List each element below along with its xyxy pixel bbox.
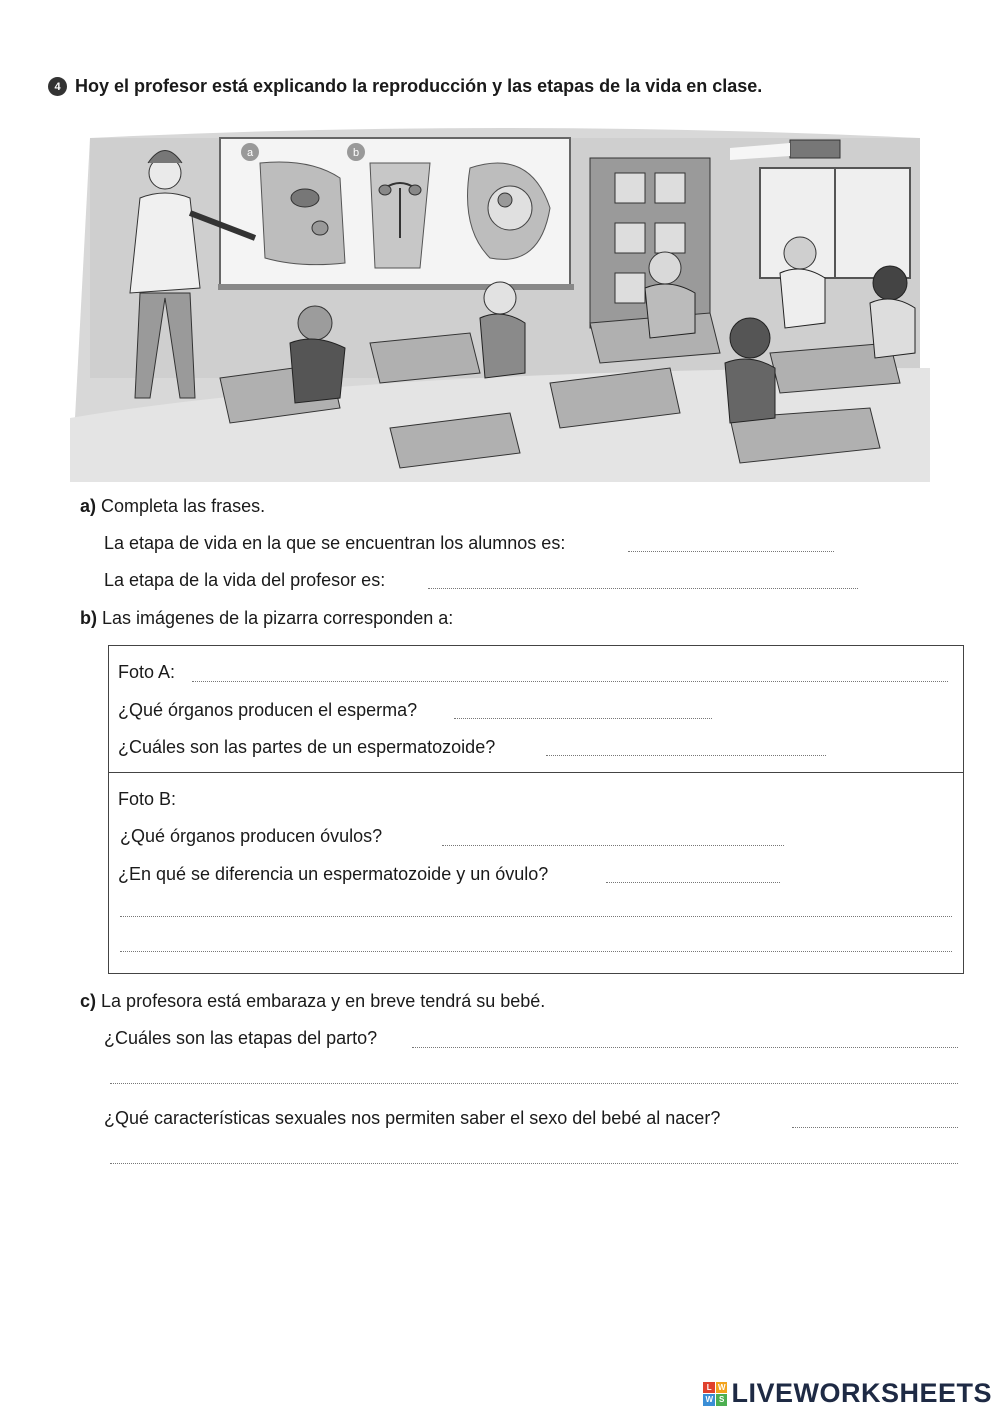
answer-line-qa2[interactable] <box>546 755 826 756</box>
liveworksheets-wordmark: LIVEWORKSHEETS <box>731 1378 992 1408</box>
foto-b-label: Foto B: <box>118 789 177 809</box>
classroom-illustration <box>70 118 930 482</box>
liveworksheets-logo-icon: L W W S <box>705 1382 726 1404</box>
answer-line-a1[interactable] <box>628 551 834 552</box>
part-a-instruction: Completa las frases. <box>101 496 266 516</box>
part-a-label: a) <box>80 496 97 516</box>
part-b-heading <box>80 608 453 629</box>
answer-line-qb2-extra-1[interactable] <box>120 916 952 917</box>
answer-line-qb2[interactable] <box>606 882 780 883</box>
foto-b-question-1: ¿Qué órganos producen óvulos? <box>120 826 383 846</box>
answer-line-qa1[interactable] <box>454 718 712 719</box>
answer-line-c1[interactable] <box>412 1047 958 1048</box>
foto-a-question-1: ¿Qué órganos producen el esperma? <box>118 700 418 720</box>
part-c-instruction: La profesora está embaraza y en breve tendrá su bebé. <box>101 991 546 1011</box>
answer-line-foto-a[interactable] <box>192 681 948 682</box>
answer-line-c1-extra[interactable] <box>110 1083 958 1084</box>
answer-line-c2-extra[interactable] <box>110 1163 958 1164</box>
exercise-title-text: Hoy el profesor está explicando la reproducción y las etapas de la vida en clase. <box>75 76 763 96</box>
part-a-question-1: La etapa de vida en la que se encuentran los alumnos es: <box>104 533 566 553</box>
part-b-label: b) <box>80 608 97 628</box>
board-label-a: a <box>246 147 254 159</box>
part-b-instruction: Las imágenes de la pizarra corresponden a: <box>102 608 454 628</box>
part-c-heading <box>80 991 545 1012</box>
foto-b-question-2: ¿En qué se diferencia un espermatozoide y un óvulo? <box>118 864 549 884</box>
exercise-number-badge: 4 <box>48 77 67 96</box>
part-a-heading <box>80 496 265 517</box>
part-c-label: c) <box>80 991 97 1011</box>
part-c-question-2: ¿Qué características sexuales nos permiten saber el sexo del bebé al nacer? <box>104 1108 721 1128</box>
answer-line-c2[interactable] <box>792 1127 958 1128</box>
liveworksheets-brand <box>703 1378 992 1409</box>
part-c-question-1: ¿Cuáles son las etapas del parto? <box>104 1028 378 1048</box>
foto-a-label: Foto A: <box>118 662 176 682</box>
exercise-title <box>48 76 762 97</box>
part-a-question-2: La etapa de la vida del profesor es: <box>104 570 386 590</box>
answer-line-qb1[interactable] <box>442 845 784 846</box>
answer-line-a2[interactable] <box>428 588 858 589</box>
foto-a-question-2: ¿Cuáles son las partes de un espermatozoide? <box>118 737 496 757</box>
board-label-b: b <box>352 147 360 159</box>
answer-line-qb2-extra-2[interactable] <box>120 951 952 952</box>
